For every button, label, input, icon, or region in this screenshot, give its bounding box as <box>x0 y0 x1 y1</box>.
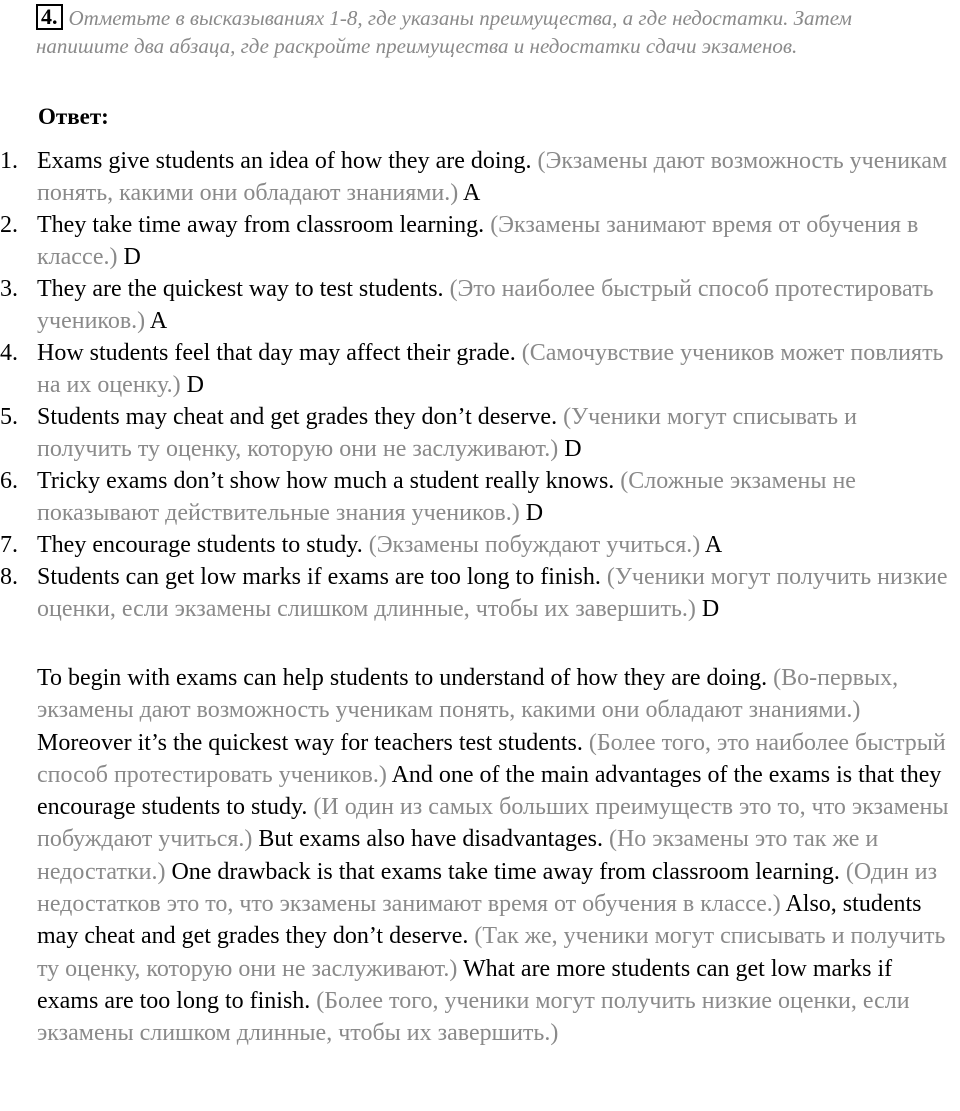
statement-number: 5. <box>0 404 18 430</box>
statement-item <box>0 529 960 561</box>
task-number: 4. <box>36 4 63 30</box>
statement-item <box>0 337 960 401</box>
essay-sentence-translation: (Один из недостатков это то, что экзамены занимают время от обучения в классе.) <box>37 858 938 918</box>
statement-english: Students may cheat and get grades they don’t deserve. <box>37 404 558 430</box>
statement-mark: D <box>525 500 544 526</box>
statement-item <box>0 273 960 337</box>
essay-sentence-english: What are more students can get low marks if exams are too long to finish. <box>37 955 893 1014</box>
statement-english: They are the quickest way to test students. <box>37 276 444 302</box>
statement-item <box>0 561 960 625</box>
statement-item <box>0 401 960 465</box>
answer-label: Ответ: <box>38 104 109 129</box>
essay-sentence-translation: (Но экзамены это так же и недостатки.) <box>37 826 879 885</box>
statement-translation: (Самочувствие учеников может повлиять на их оценку.) <box>37 340 944 398</box>
essay-sentence-english: One drawback is that exams take time away from classroom learning. <box>171 858 840 885</box>
statement-number: 7. <box>0 532 18 558</box>
essay-sentence-english: Also, students may cheat and get grades they don’t deserve. <box>37 891 922 950</box>
essay-sentence-translation: (И один из самых больших преимуществ это то, что экзамены побуждают учиться.) <box>37 794 949 853</box>
essay-sentence-english: But exams also have disadvantages. <box>258 826 603 853</box>
task-instruction <box>36 4 916 60</box>
statement-number: 1. <box>0 148 18 174</box>
statement-english: Students can get low marks if exams are too long to finish. <box>37 564 601 590</box>
essay-sentence-translation: (Во-первых, экзамены дают возможность ученикам понять, какими они обладают знаниями.) <box>37 665 899 724</box>
statement-number: 8. <box>0 564 18 590</box>
statement-english: They encourage students to study. <box>37 532 363 558</box>
statement-mark: A <box>149 308 168 334</box>
statement-english: They take time away from classroom learning. <box>37 212 485 238</box>
statements-list <box>0 145 960 625</box>
task-instruction-text: Отметьте в высказываниях 1-8, где указаны преимущества, а где недостатки. Затем напишите два абзаца, где раскройте преимущества и недостатки сдачи экзаменов. <box>36 6 852 58</box>
statement-translation: (Экзамены дают возможность ученикам понять, какими они обладают знаниями.) <box>37 148 948 206</box>
statement-mark: D <box>186 372 204 398</box>
essay-sentence-english: To begin with exams can help students to understand of how they are doing. <box>37 665 768 691</box>
statement-translation: (Это наиболее быстрый способ протестировать учеников.) <box>37 276 934 334</box>
statement-mark: D <box>123 244 141 270</box>
statement-mark: A <box>704 532 723 558</box>
statement-translation: (Ученики могут получить низкие оценки, если экзамены слишком длинные, чтобы их завершить.) <box>37 564 948 622</box>
statement-number: 2. <box>0 212 18 238</box>
statement-translation: (Экзамены занимают время от обучения в классе.) <box>37 212 919 270</box>
essay-sentence-translation: (Более того, это наиболее быстрый способ протестировать учеников.) <box>37 729 946 788</box>
statement-mark: D <box>701 596 720 622</box>
statement-translation: (Ученики могут списывать и получить ту оценку, которую они не заслуживают.) <box>37 404 857 462</box>
statement-number: 3. <box>0 276 18 302</box>
statement-english: How students feel that day may affect their grade. <box>37 340 516 366</box>
statement-number: 4. <box>0 340 18 366</box>
statement-translation: (Сложные экзамены не показывают действительные знания учеников.) <box>37 468 856 526</box>
essay-paragraph <box>37 662 957 1050</box>
statement-mark: A <box>462 180 481 206</box>
essay-sentence-english: And one of the main advantages of the exams is that they encourage students to study. <box>37 761 942 821</box>
statement-item <box>0 145 960 209</box>
statement-mark: D <box>564 436 582 462</box>
essay-sentence-english: Moreover it’s the quickest way for teachers test students. <box>37 729 583 756</box>
essay-sentence-translation: (Так же, ученики могут списывать и получить ту оценку, которую они не заслуживают.) <box>37 923 946 982</box>
statement-english: Exams give students an idea of how they are doing. <box>37 148 532 174</box>
statement-number: 6. <box>0 468 18 494</box>
statement-item <box>0 465 960 529</box>
statement-english: Tricky exams don’t show how much a student really knows. <box>37 468 615 494</box>
statement-translation: (Экзамены побуждают учиться.) <box>368 532 701 558</box>
statement-item <box>0 209 960 273</box>
essay-sentence-translation: (Более того, ученики могут получить низкие оценки, если экзамены слишком длинные, чтобы их завершить.) <box>37 987 910 1047</box>
